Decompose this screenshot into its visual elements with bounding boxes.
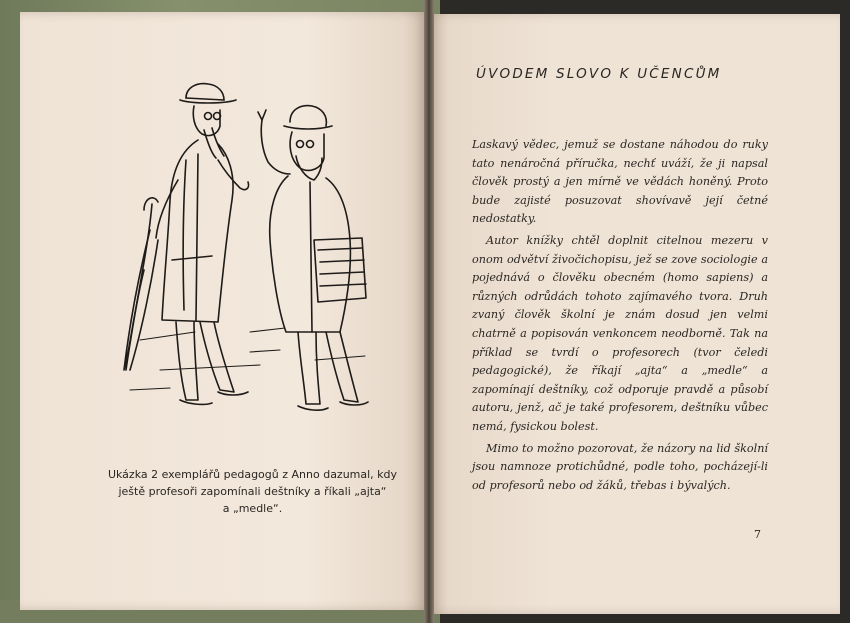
tall-teacher-figure (156, 84, 249, 405)
illustration-caption (95, 466, 410, 517)
caption-line: ještě profesoři zapomínali deštníky a říkali „ajta“ (118, 485, 387, 498)
book-gutter (424, 0, 434, 623)
page-number: 7 (754, 528, 761, 541)
stout-teacher-figure (258, 106, 368, 411)
paragraph: Laskavý vědec, jemuž se dostane náhodou do ruky tato nenáročná příručka, nechť uváží, že ji napsal člověk prostý a jen mírně ve vědách honěný. Proto bude zajisté posuzovat shovívavě její četné nedostatky. (472, 138, 768, 226)
teachers-illustration (100, 70, 400, 430)
caption-line: a „medle“. (222, 502, 283, 515)
umbrella-drawing (124, 198, 158, 370)
ground-lines (130, 328, 365, 390)
body-text (472, 136, 768, 498)
paragraph: Autor knížky chtěl doplnit citelnou mezeru v onom odvětví živočichopisu, jež se zove sociologie a pojednává o člověku obecném (homo sapiens) a různých odrůdách tohoto zajímavého tvora. Druh zvaný člověk školní je znám dosud jen velmi chatrně a popisován venkoncem neodborně. Tak na příklad se tvrdí o profesorech (tvor čeledi pedagogické), že říkají „ajta“ a „medle“ a zapomínají deštníky, což odporuje pravdě a působí autoru, jenž, ač je také profesorem, deštníku vůbec nemá, fysickou bolest. (472, 233, 768, 433)
paragraph: Mimo to možno pozorovat, že názory na lid školní jsou namnoze protichůdné, podle toho, pocházejí-li od profesorů nebo od žáků, třebas i bývalých. (472, 441, 768, 492)
caption-line: Ukázka 2 exemplářů pedagogů z Anno dazumal, kdy (107, 468, 398, 481)
chapter-title: ÚVODEM SLOVO K UČENCŮM (476, 66, 722, 82)
